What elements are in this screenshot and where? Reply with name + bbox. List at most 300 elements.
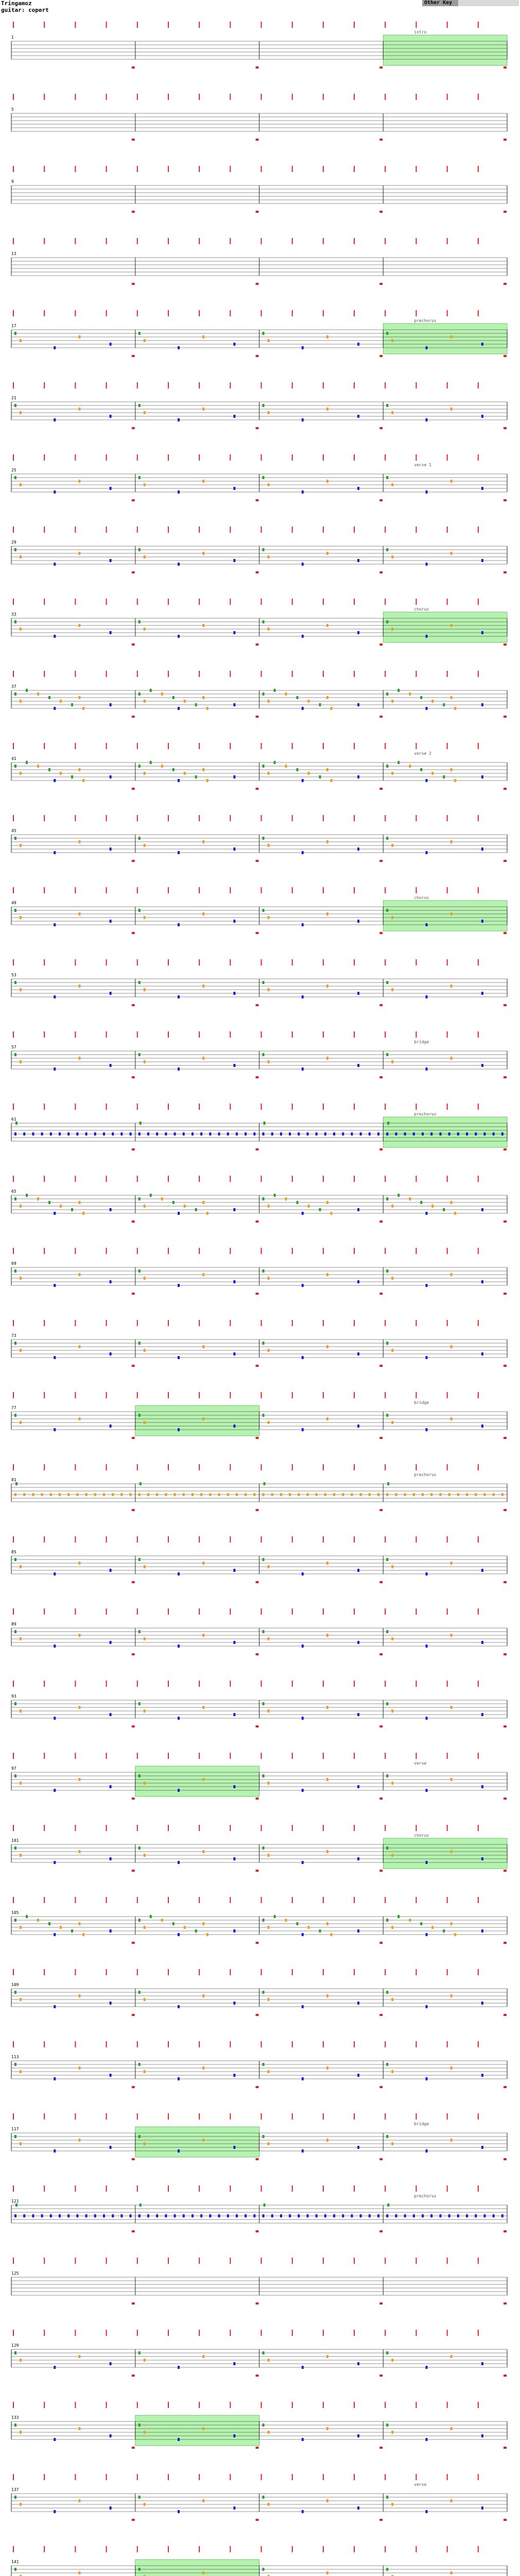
note-mark xyxy=(357,848,359,851)
note-mark xyxy=(54,995,56,998)
measure-end-marker xyxy=(132,66,135,69)
note-mark xyxy=(110,1929,112,1933)
note-mark xyxy=(268,628,270,631)
note-mark xyxy=(138,1774,141,1777)
note-mark xyxy=(280,1493,282,1496)
note-mark xyxy=(450,1922,453,1925)
note-mark xyxy=(60,1205,62,1208)
highlighted-measure xyxy=(383,324,507,354)
tab-system xyxy=(0,1680,520,1745)
measure-end-marker xyxy=(504,932,507,934)
note-mark xyxy=(391,411,393,414)
note-mark xyxy=(297,1922,299,1925)
measure-end-marker xyxy=(379,1870,383,1872)
note-mark xyxy=(178,1356,180,1359)
note-mark xyxy=(391,772,393,775)
note-mark xyxy=(14,2351,16,2354)
note-mark xyxy=(481,415,483,418)
note-mark xyxy=(481,1929,483,1933)
note-mark xyxy=(110,487,112,490)
measure-end-marker xyxy=(256,2230,259,2232)
note-mark xyxy=(391,700,393,703)
note-mark xyxy=(357,1064,359,1067)
note-mark xyxy=(268,1782,270,1785)
note-mark xyxy=(110,559,112,562)
note-mark xyxy=(357,1857,359,1860)
note-mark xyxy=(15,1122,18,1125)
note-mark xyxy=(264,2204,266,2207)
note-mark xyxy=(233,2146,235,2149)
note-mark xyxy=(14,2214,16,2217)
tab-system xyxy=(0,1968,520,2034)
note-mark xyxy=(233,1352,235,1355)
measure-end-marker xyxy=(256,2086,259,2088)
note-mark xyxy=(308,772,310,775)
note-mark xyxy=(450,1850,453,1853)
note-mark xyxy=(386,2214,388,2217)
note-mark xyxy=(357,631,359,634)
note-mark xyxy=(268,1637,270,1640)
tab-staff-svg xyxy=(0,886,520,952)
note-mark xyxy=(78,840,80,843)
measure-end-marker xyxy=(256,1437,259,1439)
note-mark xyxy=(78,912,80,916)
note-mark xyxy=(41,1493,43,1496)
note-mark xyxy=(78,2499,80,2502)
note-mark xyxy=(263,2135,265,2138)
note-mark xyxy=(59,1493,61,1496)
note-mark xyxy=(426,1789,428,1792)
note-mark xyxy=(386,1493,388,1496)
note-mark xyxy=(59,1132,61,1136)
note-mark xyxy=(48,1201,50,1204)
note-mark xyxy=(268,2503,270,2506)
note-mark xyxy=(466,1493,468,1496)
note-mark xyxy=(233,848,235,851)
measure-end-marker xyxy=(504,860,507,862)
note-mark xyxy=(285,1919,287,1922)
measure-end-marker xyxy=(504,1076,507,1078)
measure-end-marker xyxy=(379,2230,383,2232)
measure-end-marker xyxy=(132,1437,135,1439)
note-mark xyxy=(391,1205,393,1208)
note-mark xyxy=(110,1208,112,1211)
note-mark xyxy=(192,1132,194,1136)
note-mark xyxy=(161,1919,163,1922)
note-mark xyxy=(14,1493,16,1496)
bar-number: 73 xyxy=(11,1333,16,1338)
note-mark xyxy=(263,620,265,623)
tab-system xyxy=(0,1319,520,1385)
bar-number: 137 xyxy=(11,2487,19,2492)
note-mark xyxy=(263,909,265,912)
tab-system xyxy=(0,2112,520,2178)
note-mark xyxy=(326,1994,328,1997)
measure-end-marker xyxy=(379,499,383,501)
note-mark xyxy=(202,480,204,483)
note-mark xyxy=(302,2366,304,2369)
note-mark xyxy=(178,1861,180,1864)
note-mark xyxy=(178,707,180,710)
note-mark xyxy=(481,631,483,634)
note-mark xyxy=(391,1709,393,1713)
note-mark xyxy=(138,1991,141,1994)
note-mark xyxy=(357,2362,359,2365)
note-mark xyxy=(54,1212,56,1215)
tab-staff-svg xyxy=(0,2401,520,2467)
note-mark xyxy=(426,779,428,782)
note-mark xyxy=(386,1919,388,1922)
measure-end-marker xyxy=(379,788,383,790)
note-mark xyxy=(386,1414,388,1417)
note-mark xyxy=(253,1132,255,1136)
note-mark xyxy=(110,1641,112,1644)
note-mark xyxy=(156,2214,158,2217)
note-mark xyxy=(192,2214,194,2217)
note-mark xyxy=(302,707,304,710)
note-mark xyxy=(426,707,428,710)
note-mark xyxy=(360,2214,362,2217)
note-mark xyxy=(202,912,204,916)
note-mark xyxy=(326,1417,328,1420)
highlighted-measure xyxy=(135,1766,259,1797)
note-mark xyxy=(20,1637,22,1640)
note-mark xyxy=(54,1933,56,1936)
note-mark xyxy=(233,2506,235,2510)
note-mark xyxy=(202,696,204,699)
note-mark xyxy=(54,779,56,782)
note-mark xyxy=(431,700,434,703)
note-mark xyxy=(431,1205,434,1208)
note-mark xyxy=(37,765,39,768)
measure-end-marker xyxy=(504,1942,507,1944)
note-mark xyxy=(20,483,22,486)
note-mark xyxy=(195,775,197,778)
note-mark xyxy=(178,779,180,782)
section-label: bridge xyxy=(414,2122,429,2126)
note-mark xyxy=(426,1645,428,1648)
measure-end-marker xyxy=(256,2302,259,2304)
note-mark xyxy=(202,2066,204,2070)
note-mark xyxy=(391,2503,393,2506)
note-mark xyxy=(200,1493,202,1496)
tab-staff-svg xyxy=(0,1319,520,1385)
note-mark xyxy=(178,851,180,854)
note-mark xyxy=(297,696,299,699)
note-mark xyxy=(450,2355,453,2358)
note-mark xyxy=(450,1634,453,1637)
note-mark xyxy=(54,346,56,349)
section-label: bridge xyxy=(414,1400,429,1405)
note-mark xyxy=(200,2214,202,2217)
note-mark xyxy=(147,1493,149,1496)
note-mark xyxy=(391,1277,393,1280)
note-mark xyxy=(144,1998,146,2001)
note-mark xyxy=(324,2214,326,2217)
note-mark xyxy=(302,2005,304,2008)
note-mark xyxy=(274,1194,276,1197)
measure-end-marker xyxy=(379,1293,383,1295)
note-mark xyxy=(144,411,146,414)
measure-end-marker xyxy=(504,2230,507,2232)
note-mark xyxy=(50,2214,52,2217)
note-mark xyxy=(233,1785,235,1788)
note-mark xyxy=(233,1280,235,1283)
note-mark xyxy=(78,1273,80,1276)
note-mark xyxy=(391,1998,393,2001)
note-mark xyxy=(60,700,62,703)
note-mark xyxy=(138,1493,141,1496)
note-mark xyxy=(268,988,270,991)
tab-staff-svg xyxy=(0,1175,520,1241)
note-mark xyxy=(14,981,16,984)
note-mark xyxy=(422,1493,424,1496)
note-mark xyxy=(319,1208,321,1211)
note-mark xyxy=(426,1717,428,1720)
bar-number: 89 xyxy=(11,1622,16,1626)
note-mark xyxy=(274,761,276,764)
note-mark xyxy=(138,2214,141,2217)
note-mark xyxy=(227,1132,229,1136)
note-mark xyxy=(202,2571,204,2574)
note-mark xyxy=(357,343,359,346)
note-mark xyxy=(397,689,400,692)
note-mark xyxy=(493,2214,495,2217)
secondary-tab[interactable] xyxy=(458,0,519,6)
note-mark xyxy=(236,1493,238,1496)
note-mark xyxy=(386,1269,388,1273)
note-mark xyxy=(302,1717,304,1720)
note-mark xyxy=(302,1861,304,1864)
measure-end-marker xyxy=(379,2086,383,2088)
note-mark xyxy=(357,1569,359,1572)
note-mark xyxy=(138,909,141,912)
measure-end-marker xyxy=(256,571,259,573)
note-mark xyxy=(144,844,146,847)
note-mark xyxy=(409,692,411,696)
note-mark xyxy=(245,2214,247,2217)
other-key-tab[interactable]: Other Key xyxy=(422,0,458,6)
note-mark xyxy=(357,2434,359,2437)
note-mark xyxy=(326,1634,328,1637)
measure-end-marker xyxy=(504,1437,507,1439)
note-mark xyxy=(26,689,28,692)
note-mark xyxy=(454,779,456,782)
note-mark xyxy=(178,1428,180,1431)
note-mark xyxy=(319,703,321,706)
tab-system xyxy=(0,598,520,664)
note-mark xyxy=(138,2135,141,2138)
measure-end-marker xyxy=(379,716,383,718)
measure-end-marker xyxy=(504,283,507,285)
note-mark xyxy=(138,1558,141,1561)
note-mark xyxy=(342,1132,344,1136)
note-mark xyxy=(302,563,304,566)
note-mark xyxy=(426,2005,428,2008)
note-mark xyxy=(326,335,328,338)
note-mark xyxy=(165,1493,167,1496)
measure-end-marker xyxy=(256,139,259,141)
note-mark xyxy=(481,1352,483,1355)
note-mark xyxy=(202,1922,204,1925)
note-mark xyxy=(144,1637,146,1640)
measure-end-marker xyxy=(379,1004,383,1006)
measure-end-marker xyxy=(379,1942,383,1944)
note-mark xyxy=(138,1846,141,1850)
note-mark xyxy=(324,1493,326,1496)
note-mark xyxy=(54,2510,56,2513)
note-mark xyxy=(20,1709,22,1713)
bar-number: 129 xyxy=(11,2343,19,2348)
note-mark xyxy=(112,1493,114,1496)
note-mark xyxy=(493,1493,495,1496)
note-mark xyxy=(178,490,180,494)
measure-end-marker xyxy=(132,1221,135,1223)
note-mark xyxy=(233,1208,235,1211)
note-mark xyxy=(386,1132,388,1136)
measure-end-marker xyxy=(379,211,383,213)
note-mark xyxy=(82,1212,84,1215)
note-mark xyxy=(138,1919,141,1922)
note-mark xyxy=(233,920,235,923)
note-mark xyxy=(110,2506,112,2510)
note-mark xyxy=(20,1854,22,1857)
measure-end-marker xyxy=(379,860,383,862)
note-mark xyxy=(178,1717,180,1720)
note-mark xyxy=(192,1493,194,1496)
note-mark xyxy=(138,1053,141,1056)
note-mark xyxy=(466,2214,468,2217)
note-mark xyxy=(391,1854,393,1857)
measure-end-marker xyxy=(504,2375,507,2377)
note-mark xyxy=(20,1565,22,1568)
note-mark xyxy=(443,1929,445,1933)
measure-end-marker xyxy=(256,1870,259,1872)
note-mark xyxy=(391,2431,393,2434)
note-mark xyxy=(426,1933,428,1936)
note-mark xyxy=(20,2142,22,2145)
note-mark xyxy=(120,1493,123,1496)
tab-staff-svg xyxy=(0,1607,520,1673)
note-mark xyxy=(78,985,80,988)
note-mark xyxy=(263,2214,265,2217)
note-mark xyxy=(184,1205,186,1208)
note-mark xyxy=(76,2214,78,2217)
note-mark xyxy=(48,696,50,699)
tab-staff-svg xyxy=(0,1030,520,1096)
note-mark xyxy=(14,2063,16,2066)
section-label: verse xyxy=(414,2482,427,2487)
measure-end-marker xyxy=(132,1870,135,1872)
note-mark xyxy=(457,1493,459,1496)
note-mark xyxy=(386,2568,388,2571)
measure-end-marker xyxy=(504,2519,507,2521)
note-mark xyxy=(481,1713,483,1716)
bar-number: 77 xyxy=(11,1405,16,1410)
tab-system xyxy=(0,1535,520,1601)
note-mark xyxy=(161,1197,163,1200)
tab-system xyxy=(0,814,520,880)
measure-end-marker xyxy=(132,1148,135,1150)
note-mark xyxy=(333,1493,335,1496)
note-mark xyxy=(20,2359,22,2362)
measure-end-marker xyxy=(132,2302,135,2304)
note-mark xyxy=(130,1132,132,1136)
note-mark xyxy=(206,779,209,782)
note-mark xyxy=(144,339,146,342)
note-mark xyxy=(369,2214,371,2217)
note-mark xyxy=(14,1053,16,1056)
note-mark xyxy=(209,1493,211,1496)
measure-end-marker xyxy=(132,355,135,357)
note-mark xyxy=(501,1493,504,1496)
note-mark xyxy=(386,909,388,912)
note-mark xyxy=(67,1132,70,1136)
note-mark xyxy=(15,1482,18,1485)
note-mark xyxy=(481,2074,483,2077)
measure-end-marker xyxy=(379,571,383,573)
note-mark xyxy=(178,2077,180,2080)
bar-number: 1 xyxy=(11,35,14,40)
note-mark xyxy=(454,1933,456,1936)
tab-system xyxy=(0,2473,520,2539)
note-mark xyxy=(178,1572,180,1575)
measure-end-marker xyxy=(379,1725,383,1727)
bar-number: 141 xyxy=(11,2560,19,2564)
tab-system xyxy=(0,1824,520,1890)
bar-number: 81 xyxy=(11,1478,16,1482)
note-mark xyxy=(450,1345,453,1348)
note-mark xyxy=(144,1854,146,1857)
note-mark xyxy=(174,1493,176,1496)
bar-number: 125 xyxy=(11,2271,19,2276)
bar-number: 57 xyxy=(11,1045,16,1049)
note-mark xyxy=(450,624,453,627)
note-mark xyxy=(409,1197,411,1200)
note-mark xyxy=(302,1356,304,1359)
tab-staff-svg xyxy=(0,958,520,1024)
note-mark xyxy=(110,992,112,995)
tab-staff-svg xyxy=(0,2329,520,2395)
note-mark xyxy=(264,1482,266,1485)
measure-end-marker xyxy=(132,571,135,573)
highlighted-measure xyxy=(135,2127,259,2157)
measure-end-marker xyxy=(504,643,507,646)
measure-end-marker xyxy=(256,1581,259,1583)
note-mark xyxy=(481,1641,483,1644)
bar-number: 17 xyxy=(11,324,16,328)
note-mark xyxy=(326,768,328,771)
note-mark xyxy=(144,772,146,775)
measure-end-marker xyxy=(504,211,507,213)
note-mark xyxy=(144,1349,146,1352)
note-mark xyxy=(178,1789,180,1792)
note-mark xyxy=(138,765,141,768)
note-mark xyxy=(386,476,388,479)
note-mark xyxy=(50,1132,52,1136)
note-mark xyxy=(202,552,204,555)
note-mark xyxy=(430,1493,432,1496)
note-mark xyxy=(138,692,141,696)
note-mark xyxy=(78,335,80,338)
note-mark xyxy=(178,1284,180,1287)
note-mark xyxy=(82,707,84,710)
note-mark xyxy=(144,1277,146,1280)
note-mark xyxy=(54,1428,56,1431)
note-mark xyxy=(268,2142,270,2145)
tab-system xyxy=(0,1463,520,1529)
measure-end-marker xyxy=(256,716,259,718)
